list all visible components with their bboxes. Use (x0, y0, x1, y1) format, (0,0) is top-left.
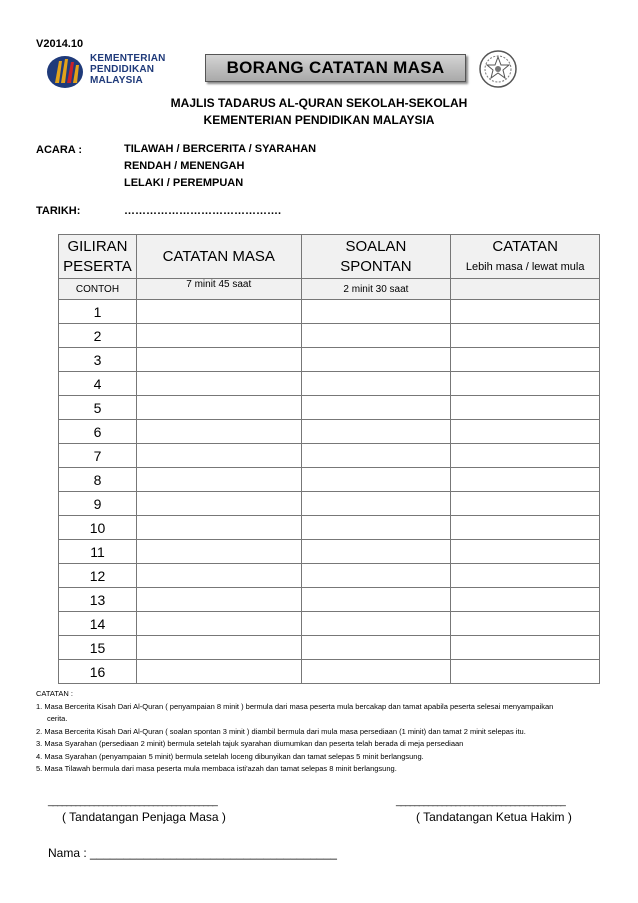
soalan-spontan-cell[interactable] (301, 612, 451, 636)
table-row (59, 540, 600, 564)
note-item: 4. Masa Syarahan (penyampaian 5 minit) bermula setelah loceng dibunyikan dan tamat selepas 5 minit berlangsung. (36, 751, 424, 761)
soalan-spontan-cell[interactable] (301, 396, 451, 420)
table-row (59, 612, 600, 636)
form-title-banner: BORANG CATATAN MASA (205, 54, 466, 82)
timekeeper-signature-line[interactable]: _____________________________________ (48, 796, 217, 807)
catatan-masa-cell[interactable] (136, 516, 301, 540)
soalan-spontan-cell[interactable] (301, 420, 451, 444)
table-row (59, 516, 600, 540)
soalan-spontan-cell[interactable] (301, 636, 451, 660)
catatan-masa-cell[interactable] (136, 588, 301, 612)
timekeeper-signature-label: ( Tandatangan Penjaga Masa ) (62, 810, 226, 824)
header-catatan-masa: CATATAN MASA (136, 235, 301, 279)
catatan-masa-cell[interactable] (136, 564, 301, 588)
catatan-masa-cell[interactable] (136, 348, 301, 372)
catatan-cell[interactable] (451, 324, 600, 348)
version-label: V2014.10 (36, 38, 84, 50)
row-number: 7 (59, 444, 137, 468)
soalan-spontan-cell[interactable] (301, 300, 451, 324)
soalan-spontan-cell[interactable] (301, 540, 451, 564)
row-number: 13 (59, 588, 137, 612)
row-number: 12 (59, 564, 137, 588)
chief-judge-signature-label: ( Tandatangan Ketua Hakim ) (416, 810, 572, 824)
catatan-masa-cell[interactable] (136, 660, 301, 684)
catatan-masa-cell[interactable] (136, 444, 301, 468)
name-field[interactable]: Nama : _____________________________________ (48, 846, 337, 860)
acara-option-gender: LELAKI / PEREMPUAN (124, 177, 244, 189)
catatan-masa-cell[interactable] (136, 420, 301, 444)
catatan-cell[interactable] (451, 420, 600, 444)
catatan-cell[interactable] (451, 300, 600, 324)
catatan-cell[interactable] (451, 588, 600, 612)
catatan-masa-cell[interactable] (136, 636, 301, 660)
example-catatan-masa: 7 minit 45 saat (136, 279, 301, 300)
header-giliran: GILIRAN PESERTA (59, 235, 137, 279)
row-number: 6 (59, 420, 137, 444)
catatan-masa-cell[interactable] (136, 372, 301, 396)
catatan-cell[interactable] (451, 660, 600, 684)
table-row (59, 468, 600, 492)
catatan-masa-cell[interactable] (136, 300, 301, 324)
table-row (59, 564, 600, 588)
table-row (59, 324, 600, 348)
catatan-cell[interactable] (451, 612, 600, 636)
note-item: 1. Masa Bercerita Kisah Dari Al-Quran ( penyampaian 8 minit ) bermula dari masa peserta mula bercakap dan tamat apabila peserta selesai menyampaikan (36, 701, 554, 711)
note-item: 2. Masa Bercerita Kisah Dari Al-Quran ( soalan spontan 3 minit ) diambil bermula dari mula masa persediaan (1 minit) dan tamat 2 minit selepas itu. (36, 726, 526, 736)
catatan-cell[interactable] (451, 372, 600, 396)
acara-label: ACARA : (36, 144, 83, 156)
heading-line-2: KEMENTERIAN PENDIDIKAN MALAYSIA (203, 113, 435, 127)
soalan-spontan-cell[interactable] (301, 348, 451, 372)
catatan-cell[interactable] (451, 564, 600, 588)
notes-section (36, 688, 606, 776)
header-soalan-spontan: SOALAN SPONTAN (301, 235, 451, 279)
table-header-row (59, 235, 600, 279)
tarikh-label: TARIKH: (36, 205, 81, 217)
logo-line-1: KEMENTERIAN (90, 53, 166, 64)
soalan-spontan-cell[interactable] (301, 468, 451, 492)
ministry-logo (46, 53, 181, 89)
example-catatan (451, 279, 600, 300)
header-catatan: CATATAN Lebih masa / lewat mula (451, 235, 600, 279)
row-number: 10 (59, 516, 137, 540)
catatan-cell[interactable] (451, 636, 600, 660)
note-item: 5. Masa Tilawah bermula dari masa peserta mula membaca isti'azah dan tamat selepas 8 minit berlangsung. (36, 764, 397, 773)
table-row (59, 444, 600, 468)
row-number: 2 (59, 324, 137, 348)
example-soalan: 2 minit 30 saat (301, 279, 451, 300)
catatan-masa-cell[interactable] (136, 612, 301, 636)
notes-title: CATATAN : (36, 689, 73, 698)
logo-line-2: PENDIDIKAN (90, 64, 155, 75)
table-row (59, 660, 600, 684)
catatan-cell[interactable] (451, 540, 600, 564)
logo-line-3: MALAYSIA (90, 75, 143, 86)
acara-option-level: RENDAH / MENENGAH (124, 160, 245, 172)
row-number: 1 (59, 300, 137, 324)
catatan-masa-cell[interactable] (136, 540, 301, 564)
soalan-spontan-cell[interactable] (301, 660, 451, 684)
soalan-spontan-cell[interactable] (301, 372, 451, 396)
note-item: 3. Masa Syarahan (persediaan 2 minit) bermula setelah tajuk syarahan diumumkan dan peserta telah berada di meja persediaan (36, 739, 464, 748)
chief-judge-signature-line[interactable]: _____________________________________ (396, 796, 565, 807)
table-row (59, 492, 600, 516)
table-row (59, 420, 600, 444)
tarikh-field[interactable]: ……………………………………. (124, 205, 282, 217)
soalan-spontan-cell[interactable] (301, 492, 451, 516)
table-row (59, 396, 600, 420)
soalan-spontan-cell[interactable] (301, 324, 451, 348)
catatan-cell[interactable] (451, 492, 600, 516)
catatan-masa-cell[interactable] (136, 396, 301, 420)
row-number: 8 (59, 468, 137, 492)
note-item: cerita. (47, 714, 68, 723)
table-row (59, 300, 600, 324)
catatan-masa-cell[interactable] (136, 492, 301, 516)
soalan-spontan-cell[interactable] (301, 444, 451, 468)
catatan-cell[interactable] (451, 516, 600, 540)
row-number: 3 (59, 348, 137, 372)
catatan-cell[interactable] (451, 444, 600, 468)
table-row (59, 636, 600, 660)
row-number: 16 (59, 660, 137, 684)
row-number: 15 (59, 636, 137, 660)
soalan-spontan-cell[interactable] (301, 516, 451, 540)
catatan-cell[interactable] (451, 348, 600, 372)
soalan-spontan-cell[interactable] (301, 588, 451, 612)
table-row (59, 348, 600, 372)
soalan-spontan-cell[interactable] (301, 564, 451, 588)
catatan-masa-cell[interactable] (136, 468, 301, 492)
example-label: CONTOH (59, 279, 137, 300)
row-number: 9 (59, 492, 137, 516)
example-row (59, 279, 600, 300)
heading-line-1: MAJLIS TADARUS AL-QURAN SEKOLAH-SEKOLAH (170, 96, 468, 110)
row-number: 4 (59, 372, 137, 396)
acara-option-event: TILAWAH / BERCERITA / SYARAHAN (124, 143, 317, 155)
acara-values (124, 141, 316, 192)
row-number: 14 (59, 612, 137, 636)
table-row (59, 372, 600, 396)
catatan-cell[interactable] (451, 396, 600, 420)
seal-emblem-icon (478, 49, 518, 89)
table-row (59, 588, 600, 612)
catatan-cell[interactable] (451, 468, 600, 492)
ministry-emblem-icon (46, 53, 88, 89)
catatan-masa-cell[interactable] (136, 324, 301, 348)
row-number: 11 (59, 540, 137, 564)
row-number: 5 (59, 396, 137, 420)
time-log-table (58, 234, 600, 684)
